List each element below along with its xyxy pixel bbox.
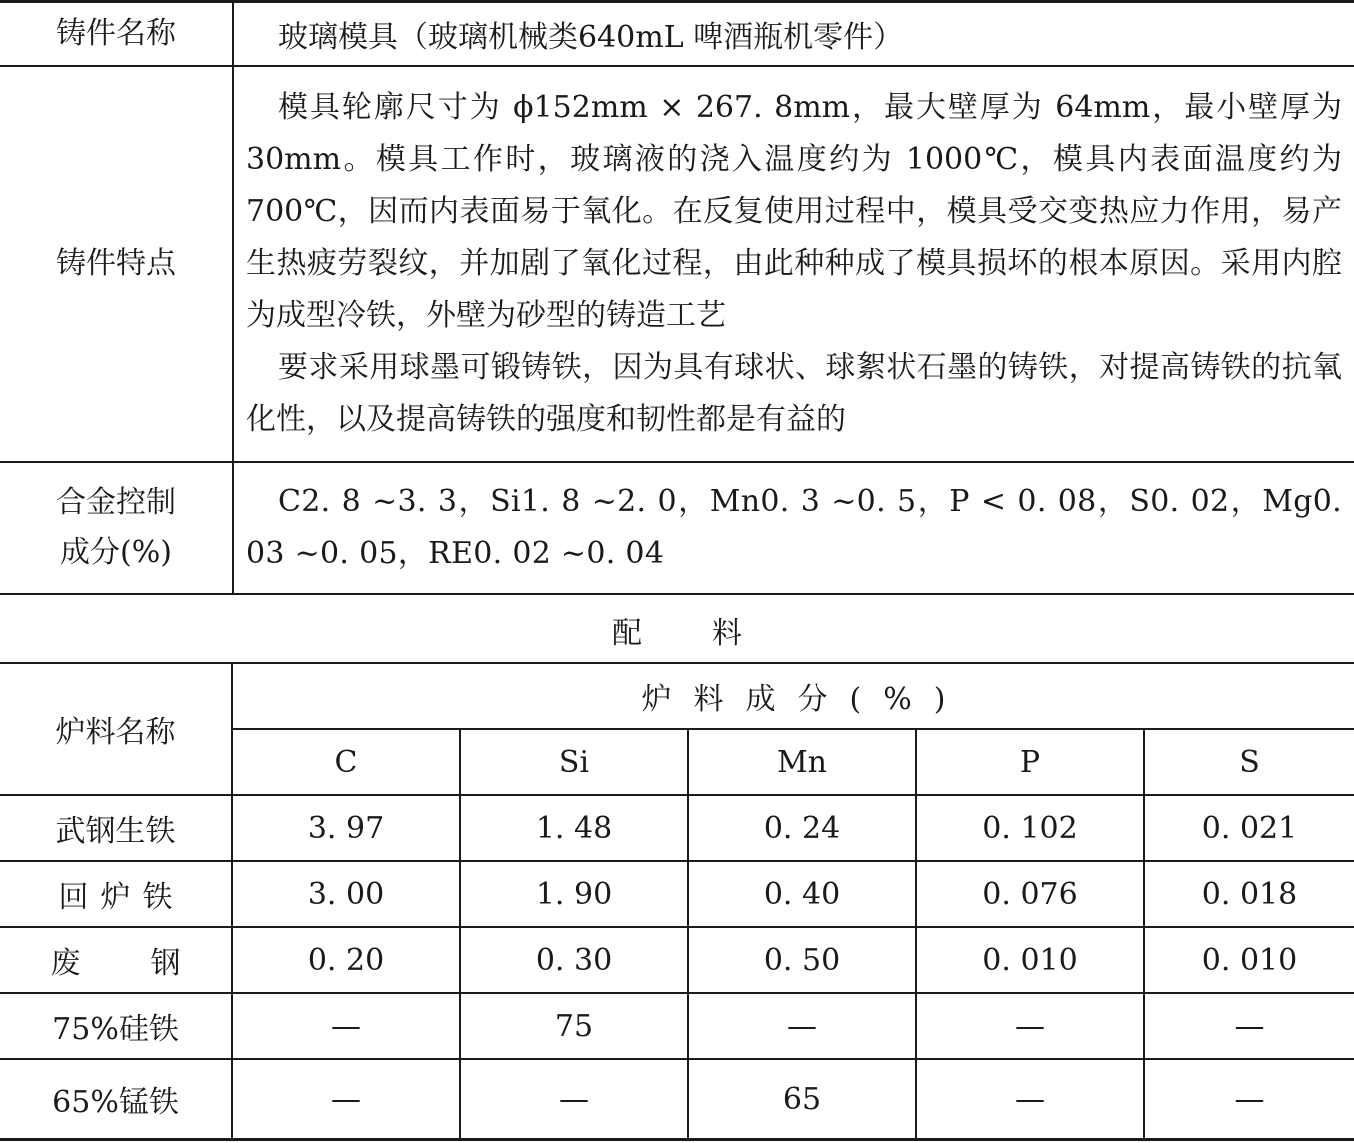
row-name: 65%锰铁 (0, 1059, 232, 1140)
table-cell: 0. 50 (688, 927, 916, 993)
table-cell: — (232, 1059, 460, 1140)
table-cell: — (916, 993, 1144, 1059)
table-cell: — (460, 1059, 688, 1140)
casting-name-value: 玻璃模具（玻璃机械类640mL 啤酒瓶机零件） (233, 2, 1354, 66)
table-cell: — (232, 993, 460, 1059)
table-cell: — (688, 993, 916, 1059)
charge-group-header-text: 炉料成分(%) (641, 682, 968, 717)
row-name (0, 861, 232, 927)
column-header: Mn (688, 729, 916, 795)
table-row (0, 1059, 1354, 1140)
table-cell: 65 (688, 1059, 916, 1140)
table-cell: 0. 018 (1144, 861, 1354, 927)
row-name-text: 废钢 (50, 946, 251, 981)
casting-features-row (0, 66, 1354, 462)
alloy-composition-row (0, 462, 1354, 594)
section-title-text: 配料 (612, 616, 812, 651)
column-header: Si (460, 729, 688, 795)
table-row (0, 861, 1354, 927)
table-cell: 0. 24 (688, 795, 916, 861)
casting-name-row (0, 2, 1354, 66)
table-row (0, 927, 1354, 993)
row-name: 武钢生铁 (0, 795, 232, 861)
alloy-composition-content (233, 462, 1354, 594)
table-row (0, 795, 1354, 861)
table-cell: 0. 20 (232, 927, 460, 993)
alloy-label-line-2: 成分(%) (60, 534, 172, 570)
features-paragraph-2: 要求采用球墨可锻铸铁，因为具有球状、球絮状石墨的铸铁，对提高铸铁的抗氧化性，以及提高铸铁的强度和韧性都是有益的 (246, 349, 1342, 437)
features-paragraph-1: 模具轮廓尺寸为 ϕ152mm × 267. 8mm，最大壁厚为 64mm，最小壁厚为 30mm。模具工作时，玻璃液的浇入温度约为 1000℃，模具内表面温度约为 700℃，因而内表面易于氧化。在反复使用过程中，模具受交变热应力作用，易产生热疲劳裂纹，并加剧了氧化过程，由此种种成了模具损坏的根本原因。采用内腔为成型冷铁，外壁为砂型的铸造工艺 (246, 89, 1342, 333)
table-cell: 0. 102 (916, 795, 1144, 861)
table-cell: — (1144, 993, 1354, 1059)
alloy-label-line-1: 合金控制 (56, 484, 176, 520)
table-cell: 75 (460, 993, 688, 1059)
table-cell: 0. 30 (460, 927, 688, 993)
column-header: S (1144, 729, 1354, 795)
row-name-text: 回炉铁 (58, 880, 185, 915)
table-cell: — (916, 1059, 1144, 1140)
section-title (0, 598, 1354, 664)
table-cell: 0. 40 (688, 861, 916, 927)
charge-header-row (0, 664, 1354, 729)
charge-name-header-text: 炉料名称 (55, 715, 176, 750)
charge-group-header (232, 664, 1354, 729)
table-cell: 0. 021 (1144, 795, 1354, 861)
table-cell: 1. 48 (460, 795, 688, 861)
row-name: 75%硅铁 (0, 993, 232, 1059)
casting-features-label: 铸件特点 (0, 66, 233, 462)
charge-composition-table (0, 664, 1354, 1141)
table-cell: 0. 010 (1144, 927, 1354, 993)
row-name (0, 927, 251, 993)
table-cell: 3. 97 (232, 795, 460, 861)
charge-name-header (0, 664, 232, 795)
alloy-composition-value: C2. 8 ~3. 3，Si1. 8 ~2. 0，Mn0. 3 ~0. 5，P < 0. 08，S0. 02，Mg0. 03 ~0. 05，RE0. 02 ~0. 04 (246, 483, 1342, 571)
table-cell: 0. 010 (916, 927, 1144, 993)
table-cell: — (1144, 1059, 1354, 1140)
casting-features-content (233, 66, 1354, 462)
table-row (0, 993, 1354, 1059)
casting-name-label: 铸件名称 (0, 2, 233, 66)
column-header: P (916, 729, 1144, 795)
alloy-composition-label (0, 462, 233, 594)
column-header: C (232, 729, 460, 795)
table-cell: 3. 00 (232, 861, 460, 927)
table-cell: 0. 076 (916, 861, 1144, 927)
table-cell: 1. 90 (460, 861, 688, 927)
